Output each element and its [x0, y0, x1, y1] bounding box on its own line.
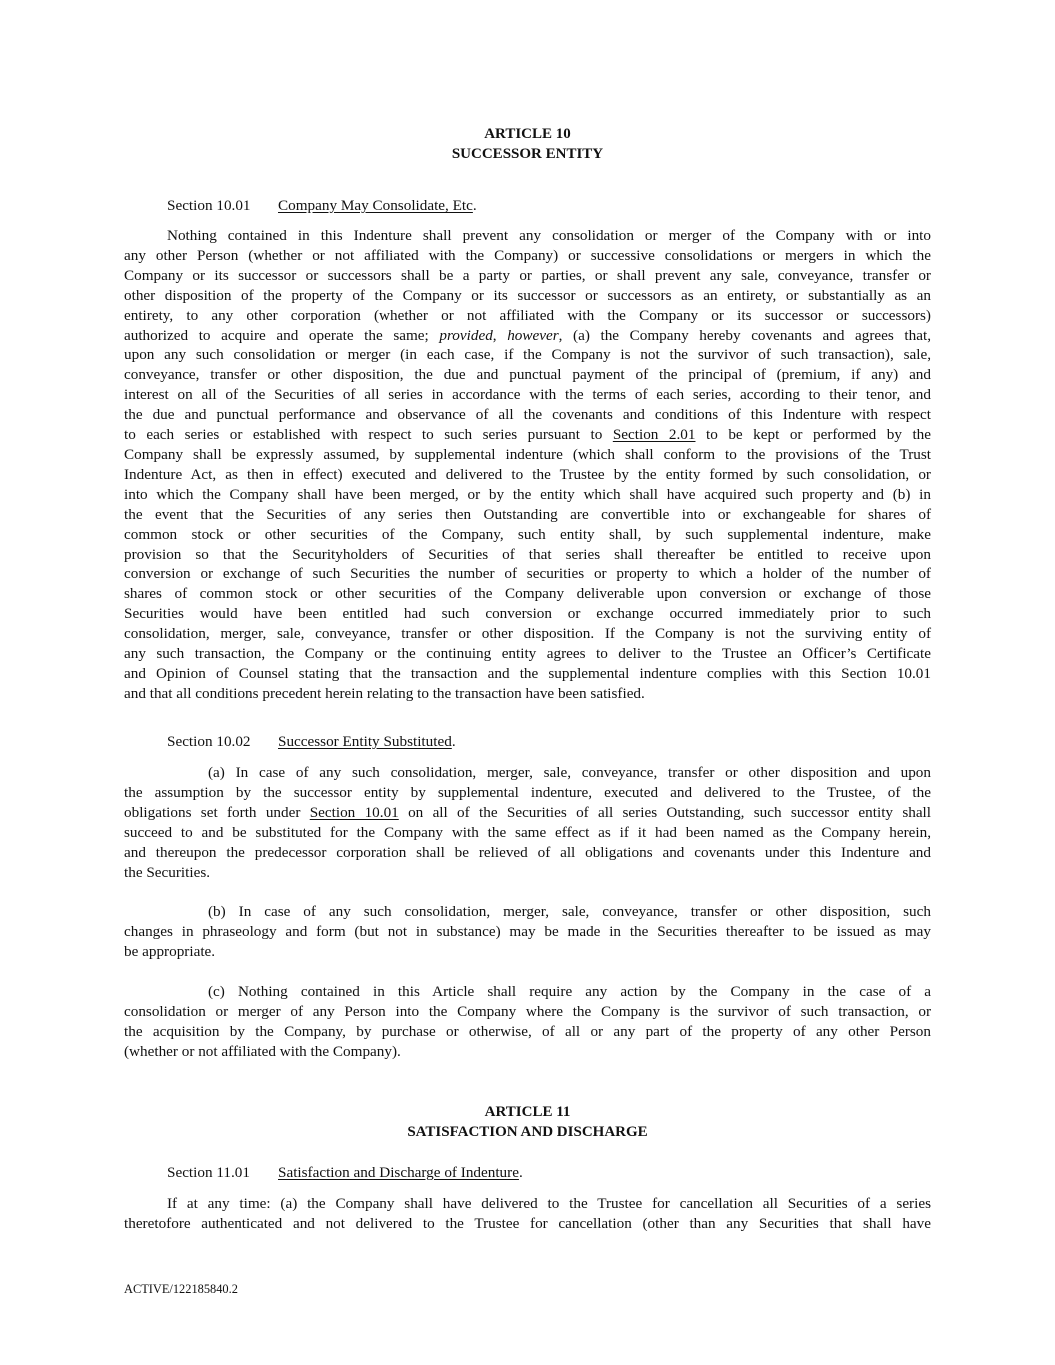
article-11-heading [124, 1102, 931, 1142]
text-line: the acquisition by the Company, by purchase or otherwise, of all or any part of the property of any other Person [124, 1022, 931, 1040]
text-line: (whether or not affiliated with the Company). [124, 1042, 401, 1060]
text-line: authorized to acquire and operate the same; provided, however, (a) the Company hereby covenants and agrees that, [124, 326, 931, 344]
text-line: to each series or established with respect to such series pursuant to Section 2.01 to be kept or performed by the [124, 426, 931, 444]
text-line: (c) Nothing contained in this Article shall require any action by the Company in the case of a [208, 983, 931, 1000]
text-line: and that all conditions precedent herein relating to the transaction have been satisfied. [124, 684, 645, 702]
text-line: Nothing contained in this Indenture shall prevent any consolidation or merger of the Company with or into [167, 227, 931, 244]
text-line: shares of common stock or other securities of the Company deliverable upon conversion or exchange of those [124, 585, 931, 603]
text-line: the Securities. [124, 863, 211, 881]
paragraph-b [124, 902, 931, 962]
section-10-01-link[interactable]: Section 10.01 [309, 803, 399, 821]
section-11-01-body [124, 1194, 931, 1234]
text-line: interest on all of the Securities of all series in accordance with the terms of each series, according to their tenor, and [124, 386, 931, 404]
text-line: (a) In case of any such consolidation, merger, sale, conveyance, transfer or other disposition and upon [208, 764, 931, 781]
text-line: into which the Company shall have been merged, or by the entity which shall have acquired such property and (b) in [124, 485, 931, 503]
text-line: common stock or other securities of the Company, such entity shall, by such supplemental indenture, make [124, 525, 931, 543]
article-title: SUCCESSOR ENTITY [451, 146, 604, 162]
text-line: changes in phraseology and form (but not in substance) may be made in the Securities thereafter to be issued as may [124, 922, 931, 940]
section-10-01-body [124, 226, 931, 704]
section-10-02-heading: Section 10.02 Successor Entity Substituted. [167, 733, 456, 750]
article-title: SATISFACTION AND DISCHARGE [407, 1124, 648, 1140]
article-number: ARTICLE 11 [484, 1104, 571, 1120]
text-line: consolidation, merger, sale, conveyance, transfer or other disposition. If the Company is not the surviving entity of [124, 625, 931, 643]
text-line: Securities would have been entitled had such conversion or exchange occurred immediately prior to such [124, 605, 931, 623]
section-number: Section 10.01 [167, 197, 251, 214]
text-line: succeed to and be substituted for the Company with the same effect as if it had been named as the Company herein, [124, 823, 931, 841]
section-11-01-heading: Section 11.01 Satisfaction and Discharge of Indenture. [167, 1164, 523, 1181]
text-line: and thereupon the predecessor corporation shall be relieved of all obligations and covenants under this Indenture and [124, 843, 931, 861]
text-line: Company or its successor or successors shall be a party or parties, or shall prevent any sale, conveyance, transfer or [124, 266, 931, 284]
paragraph-a [124, 763, 931, 882]
text-line: theretofore authenticated and not delivered to the Trustee for cancellation (other than any Securities that shall have [124, 1214, 931, 1232]
section-2-01-link[interactable]: Section 2.01 [612, 426, 696, 444]
text-line: any such transaction, the Company or the continuing entity agrees to deliver to the Trustee an Officer’s Certificate [124, 645, 931, 663]
paragraph-c [124, 982, 931, 1062]
text-line: provision so that the Securityholders of Securities of that series shall thereafter be entitled to receive upon [124, 545, 931, 563]
section-10-01-heading: Section 10.01 Company May Consolidate, Etc. [167, 197, 477, 214]
text-line: conversion or exchange of such Securities the number of securities or property to which a holder of the number of [124, 565, 931, 583]
section-title: Satisfaction and Discharge of Indenture [278, 1164, 519, 1181]
text-line: conveyance, transfer or other disposition, the due and punctual payment of the principal of (premium, if any) and [124, 366, 931, 384]
section-number: Section 11.01 [167, 1164, 250, 1181]
text-line: any other Person (whether or not affiliated with the Company) or successive consolidations or mergers in which the [124, 246, 931, 264]
text-line: be appropriate. [124, 942, 216, 960]
text-line: If at any time: (a) the Company shall have delivered to the Trustee for cancellation all Securities of a series [167, 1195, 931, 1212]
text-line: Indenture Act, as then in effect) executed and delivered to the Trustee by the entity formed by such consolidation, or [124, 465, 931, 483]
text-line: the assumption by the successor entity by supplemental indenture, executed and delivered to the Trustee, of the [124, 783, 931, 801]
text-line: (b) In case of any such consolidation, merger, sale, conveyance, transfer or other disposition, such [208, 903, 931, 920]
text-line: entirety, to any other corporation (whether or not affiliated with the Company or its successor or successors) [124, 306, 931, 324]
article-10-heading [124, 124, 931, 164]
text-line: upon any such consolidation or merger (in each case, if the Company is not the survivor of such transaction), sale, [124, 346, 931, 364]
text-line: obligations set forth under Section 10.01 on all of the Securities of all series Outstanding, such successor entity shall [124, 803, 931, 821]
text-line: other disposition of the property of the Company or its successor or successors as an entirety, or substantially as an [124, 286, 931, 304]
document-id-footer: ACTIVE/122185840.2 [124, 1282, 238, 1296]
section-number: Section 10.02 [167, 733, 251, 750]
text-line: the due and punctual performance and observance of all the covenants and conditions of this Indenture with respect [124, 406, 931, 424]
text-line: consolidation or merger of any Person into the Company where the Company is the survivor of such transaction, or [124, 1002, 931, 1020]
text-line: and Opinion of Counsel stating that the transaction and the supplemental indenture complies with this Section 10.01 [124, 664, 931, 682]
text-line: the event that the Securities of any series then Outstanding are convertible into or exchangeable for shares of [124, 505, 931, 523]
section-title: Company May Consolidate, Etc [278, 197, 473, 214]
section-title: Successor Entity Substituted [278, 733, 452, 750]
text-line: Company shall be expressly assumed, by supplemental indenture (which shall conform to the provisions of the Trust [124, 445, 931, 463]
article-number: ARTICLE 10 [484, 126, 571, 142]
